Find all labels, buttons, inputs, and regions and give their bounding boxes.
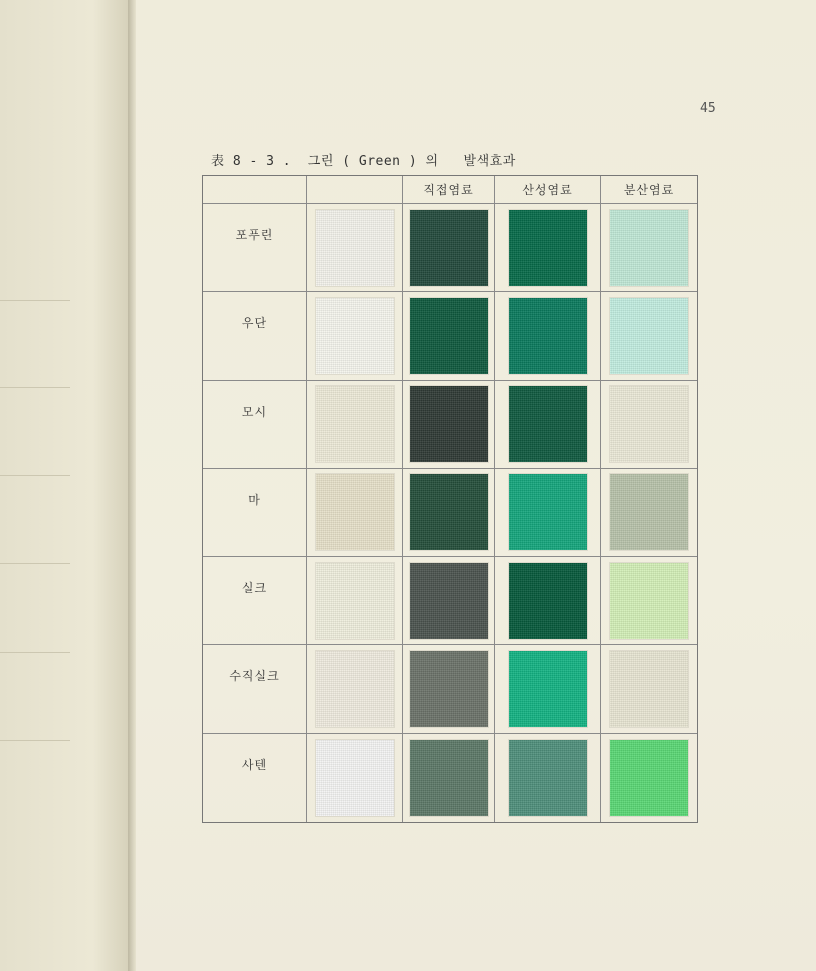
- swatch-cell: [403, 381, 495, 469]
- fabric-swatch-direct: [410, 740, 488, 816]
- swatch-cell: [307, 381, 403, 469]
- row-label: 포푸린: [203, 204, 307, 292]
- swatch-cell: [403, 204, 495, 292]
- page-number: 45: [700, 101, 716, 116]
- fabric-swatch-undyed: [316, 563, 394, 639]
- fabric-swatch-direct: [410, 651, 488, 727]
- swatch-cell: [601, 645, 697, 733]
- book-gutter: [128, 0, 136, 971]
- swatch-cell: [495, 557, 601, 645]
- swatch-cell: [307, 734, 403, 822]
- swatch-cell: [307, 469, 403, 557]
- column-header-direct-dye: 직접염료: [403, 176, 495, 204]
- swatch-cell: [307, 645, 403, 733]
- swatch-cell: [495, 469, 601, 557]
- swatch-cell: [601, 292, 697, 380]
- swatch-cell: [495, 734, 601, 822]
- fabric-swatch-direct: [410, 298, 488, 374]
- row-label: 사텐: [203, 734, 307, 822]
- fabric-swatch-disperse: [610, 651, 688, 727]
- swatch-cell: [403, 645, 495, 733]
- fabric-swatch-disperse: [610, 210, 688, 286]
- fabric-swatch-acid: [509, 386, 587, 462]
- fabric-swatch-disperse: [610, 740, 688, 816]
- swatch-cell: [495, 645, 601, 733]
- column-header: [203, 176, 307, 204]
- swatch-cell: [601, 204, 697, 292]
- left-page-ghost-rule: [0, 387, 70, 388]
- fabric-swatch-disperse: [610, 386, 688, 462]
- fabric-swatch-acid: [509, 740, 587, 816]
- fabric-swatch-undyed: [316, 298, 394, 374]
- swatch-cell: [601, 381, 697, 469]
- swatch-cell: [495, 381, 601, 469]
- left-page-ghost-rule: [0, 563, 70, 564]
- fabric-swatch-undyed: [316, 386, 394, 462]
- left-page-ghost-rule: [0, 740, 70, 741]
- fabric-swatch-undyed: [316, 474, 394, 550]
- row-label: 모시: [203, 381, 307, 469]
- fabric-swatch-acid: [509, 651, 587, 727]
- fabric-swatch-acid: [509, 298, 587, 374]
- fabric-swatch-direct: [410, 210, 488, 286]
- fabric-swatch-undyed: [316, 651, 394, 727]
- fabric-swatch-acid: [509, 210, 587, 286]
- swatch-cell: [403, 292, 495, 380]
- swatch-cell: [601, 557, 697, 645]
- row-label: 우단: [203, 292, 307, 380]
- fabric-swatch-direct: [410, 563, 488, 639]
- swatch-cell: [403, 557, 495, 645]
- swatch-cell: [601, 734, 697, 822]
- row-label: 수직실크: [203, 645, 307, 733]
- fabric-swatch-disperse: [610, 474, 688, 550]
- column-header-disperse-dye: 분산염료: [601, 176, 697, 204]
- color-swatch-table: [202, 175, 698, 823]
- swatch-cell: [403, 469, 495, 557]
- swatch-cell: [495, 292, 601, 380]
- left-page-ghost-rule: [0, 300, 70, 301]
- row-label: 실크: [203, 557, 307, 645]
- swatch-cell: [495, 204, 601, 292]
- swatch-cell: [403, 734, 495, 822]
- swatch-cell: [307, 292, 403, 380]
- swatch-cell: [601, 469, 697, 557]
- fabric-swatch-direct: [410, 474, 488, 550]
- fabric-swatch-acid: [509, 474, 587, 550]
- row-label: 마: [203, 469, 307, 557]
- left-page-ghost-rule: [0, 475, 70, 476]
- fabric-swatch-disperse: [610, 563, 688, 639]
- fabric-swatch-disperse: [610, 298, 688, 374]
- table-caption: 表 8 - 3 . 그린 ( Green ) 의 발색효과: [211, 154, 516, 169]
- left-page: [0, 0, 132, 971]
- fabric-swatch-direct: [410, 386, 488, 462]
- left-page-ghost-rule: [0, 652, 70, 653]
- swatch-cell: [307, 204, 403, 292]
- column-header-acid-dye: 산성염료: [495, 176, 601, 204]
- fabric-swatch-undyed: [316, 740, 394, 816]
- column-header: [307, 176, 403, 204]
- fabric-swatch-acid: [509, 563, 587, 639]
- swatch-cell: [307, 557, 403, 645]
- fabric-swatch-undyed: [316, 210, 394, 286]
